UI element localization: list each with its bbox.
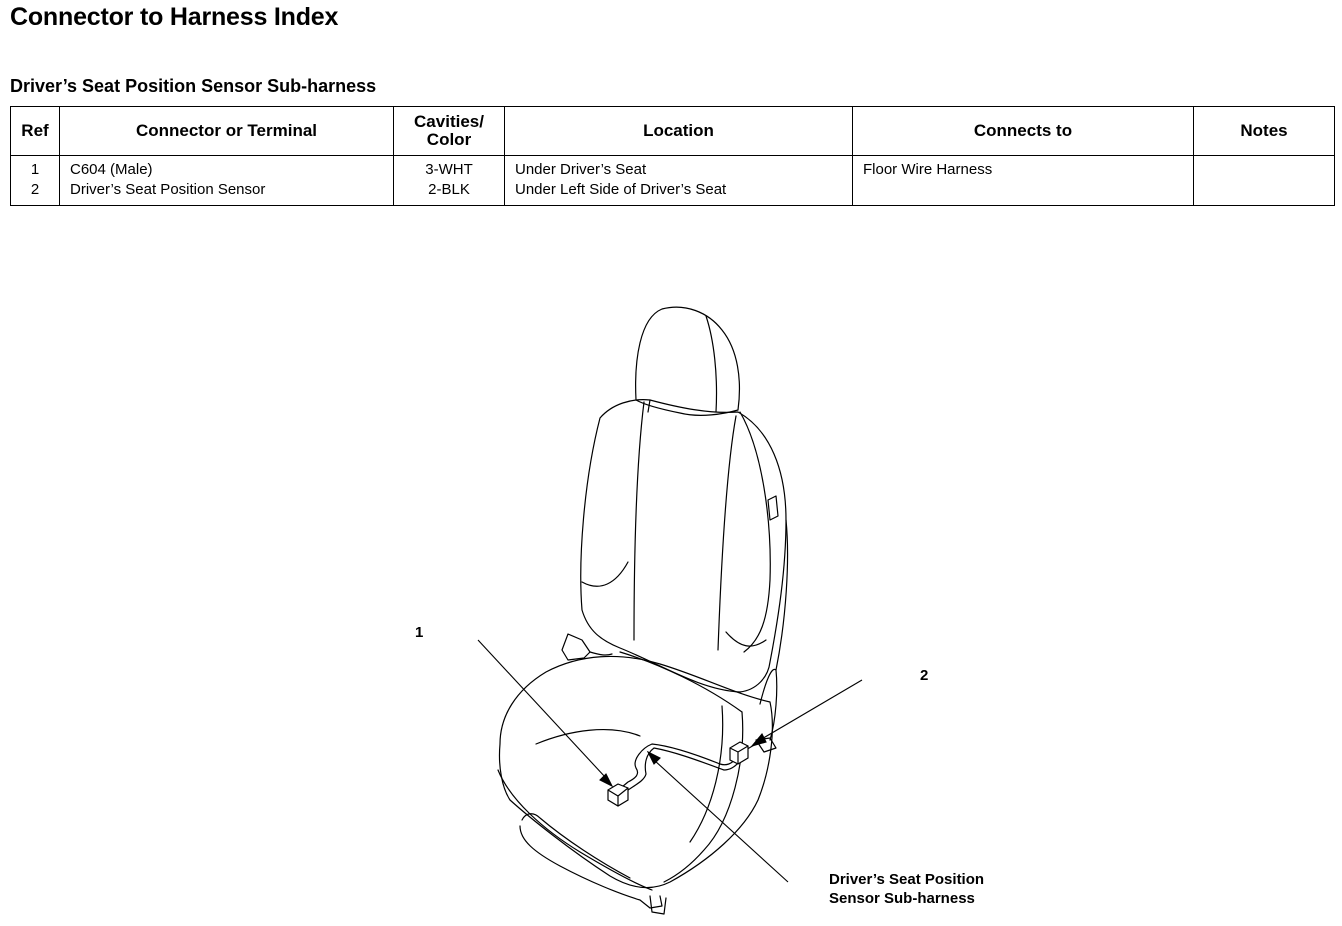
callout-1: 1 — [415, 624, 424, 641]
header-ref: Ref — [11, 107, 60, 156]
header-notes: Notes — [1194, 107, 1335, 156]
arrowhead-1 — [600, 774, 612, 786]
cell-ref: 1 — [11, 156, 60, 181]
callout-2: 2 — [920, 667, 929, 684]
arrowhead-subharness — [648, 752, 660, 764]
seat-rail-lower — [520, 826, 662, 908]
cell-cavities: 3-WHT — [394, 156, 505, 181]
backrest-side-panel-right — [718, 416, 736, 650]
buckle-stem — [590, 652, 612, 655]
cell-connects-to: Floor Wire Harness — [853, 156, 1194, 181]
subharness-label-line2: Sensor Sub-harness — [829, 890, 975, 907]
header-cavities-line2: Color — [426, 130, 472, 149]
belt-buckle — [562, 634, 590, 660]
cell-cavities: 2-BLK — [394, 180, 505, 206]
backrest-lumbar-seam — [726, 632, 766, 646]
sensor-connector — [730, 742, 748, 764]
backrest-side-seam — [740, 412, 770, 652]
section-title: Driver’s Seat Position Sensor Sub-harness — [10, 76, 377, 96]
cell-connector: Driver’s Seat Position Sensor — [60, 180, 394, 206]
recliner-slot — [768, 496, 778, 520]
subharness-label-line1: Driver’s Seat Position — [829, 871, 985, 888]
backrest-lower-seam — [582, 562, 628, 586]
page-title: Connector to Harness Index — [10, 3, 339, 31]
seat-leg — [650, 896, 666, 914]
headrest — [636, 307, 740, 415]
header-location: Location — [505, 107, 853, 156]
cushion-front-bolster — [498, 770, 652, 890]
leader-line-subharness — [654, 760, 788, 882]
cushion-side-seam — [620, 652, 742, 712]
arrowhead-2 — [752, 734, 766, 746]
header-cavities-line1: Cavities/ — [414, 112, 484, 131]
header-connects-to: Connects to — [853, 107, 1194, 156]
cushion-seam — [536, 730, 640, 744]
backrest-side-panel-left — [634, 402, 644, 640]
seat-side-trim — [664, 712, 743, 882]
header-connector: Connector or Terminal — [60, 107, 394, 156]
cell-connector: C604 (Male) — [60, 156, 394, 181]
cell-ref: 2 — [11, 180, 60, 206]
cell-location: Under Driver’s Seat — [505, 156, 853, 181]
leader-line-1 — [478, 640, 606, 778]
subharness-label — [829, 870, 984, 908]
backrest-front — [581, 400, 786, 692]
headrest-seam — [706, 316, 717, 412]
seat-side-trim-inner — [690, 706, 723, 842]
cell-location: Under Left Side of Driver’s Seat — [505, 180, 853, 206]
